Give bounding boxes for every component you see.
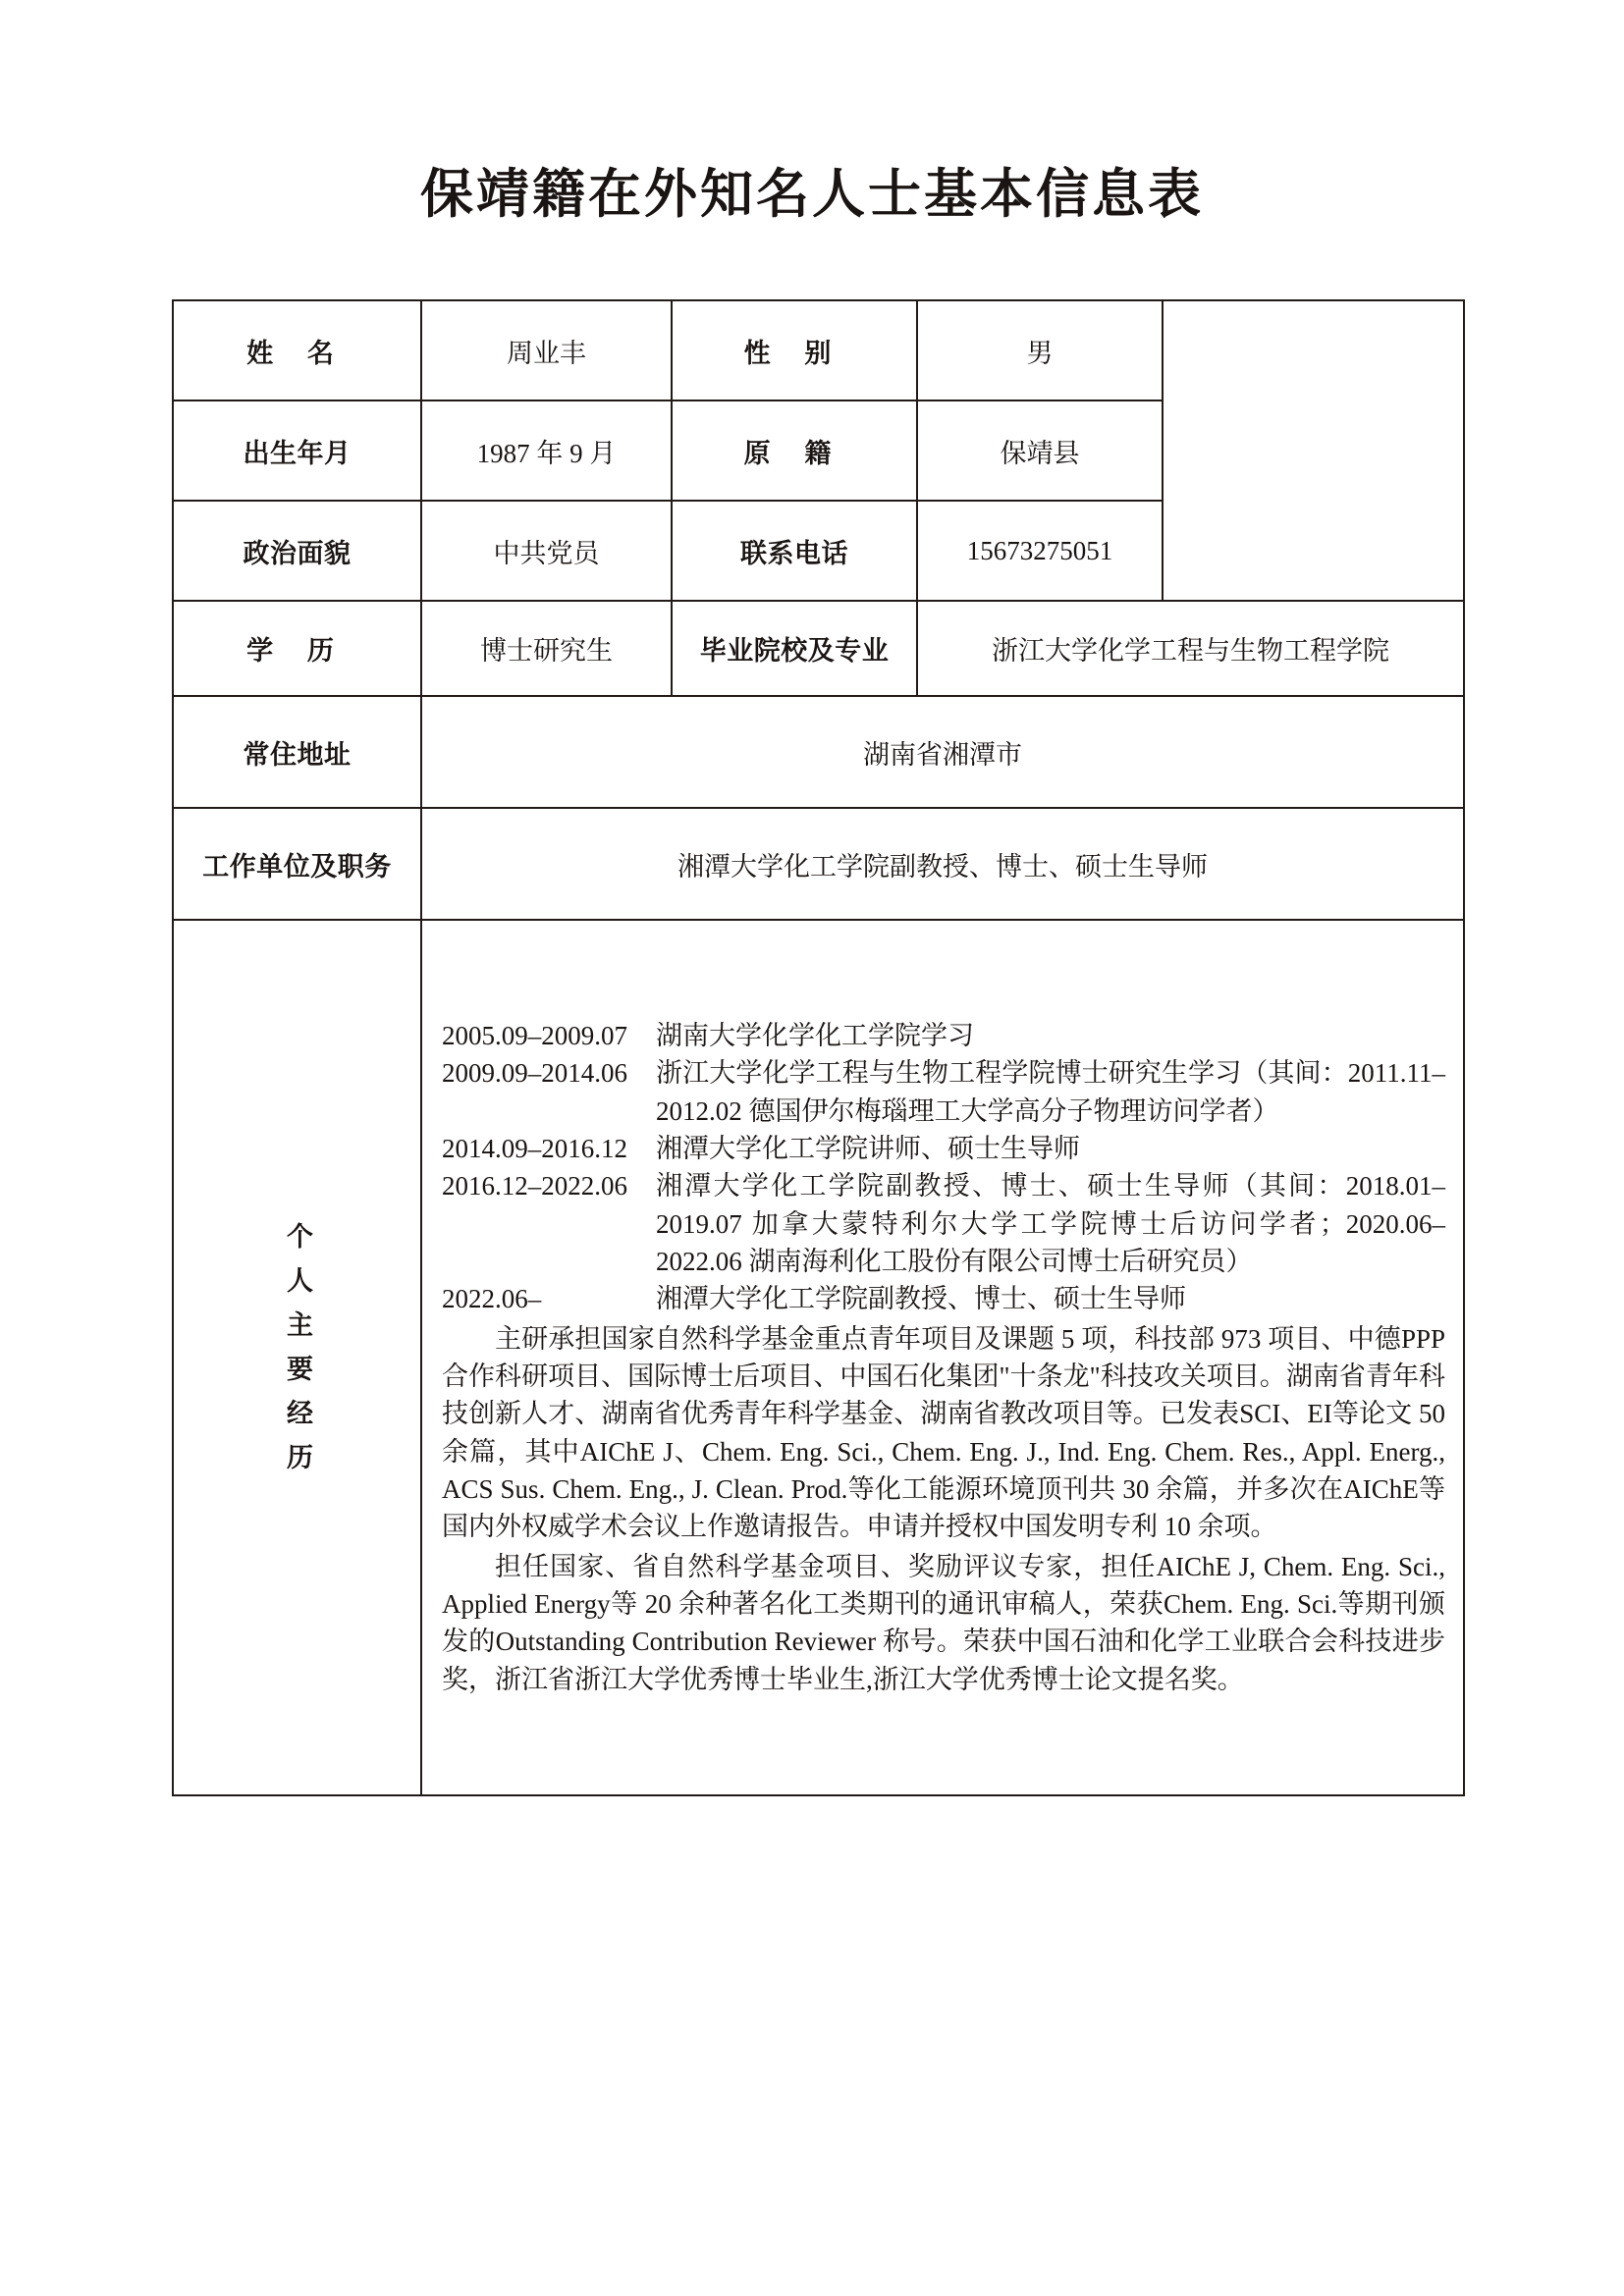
personal-info-table: [172, 299, 1465, 1796]
timeline-date: 2014.09–2016.12: [442, 1134, 627, 1164]
timeline-description: 湘潭大学化工学院副教授、博士、硕士生导师（其间：2018.01–2019.07 加拿大蒙特利尔大学工学院博士后访问学者；2020.06–2022.06 湖南海利化工股份有限公司博士后研究员）: [656, 1171, 1445, 1277]
timeline-item: [442, 1130, 1445, 1167]
political-label: 政治面貌: [173, 501, 421, 601]
experience-label: 个人主要经历: [283, 1221, 312, 1487]
timeline-item: [442, 1054, 1445, 1130]
timeline-item: [442, 1167, 1445, 1280]
timeline-description: 湘潭大学化工学院副教授、博士、硕士生导师: [656, 1284, 1186, 1314]
phone-label: 联系电话: [672, 501, 917, 601]
address-label: 常住地址: [173, 696, 421, 808]
school-label: 毕业院校及专业: [672, 601, 917, 696]
page-title: 保靖籍在外知名人士基本信息表: [420, 165, 1204, 224]
photo-frame: [1164, 445, 1463, 456]
name-label: 姓 名: [173, 300, 421, 400]
gender-value: 男: [917, 300, 1163, 400]
name-value: 周业丰: [421, 300, 672, 400]
timeline-item: [442, 1280, 1445, 1317]
experience-content-cell: [421, 920, 1464, 1795]
timeline-date: 2005.09–2009.07: [442, 1021, 627, 1051]
origin-value: 保靖县: [917, 400, 1163, 501]
birth-value: 1987 年 9 月: [421, 400, 672, 501]
experience-label-cell: [173, 920, 421, 1795]
address-value: 湖南省湘潭市: [421, 696, 1464, 808]
timeline-date: 2022.06–: [442, 1284, 542, 1314]
gender-label: 性 别: [672, 300, 917, 400]
political-value: 中共党员: [421, 501, 672, 601]
timeline-item: [442, 1017, 1445, 1054]
work-value: 湘潭大学化工学院副教授、博士、硕士生导师: [421, 808, 1464, 920]
table-row-work: [173, 808, 1464, 920]
birth-label: 出生年月: [173, 400, 421, 501]
education-label: 学 历: [173, 601, 421, 696]
timeline-description: 湖南大学化学化工学院学习: [656, 1021, 974, 1051]
experience-timeline: [442, 1017, 1445, 1318]
photo-cell: [1163, 300, 1464, 601]
timeline-date: 2016.12–2022.06: [442, 1171, 627, 1201]
education-value: 博士研究生: [421, 601, 672, 696]
school-value: 浙江大学化学工程与生物工程学院: [917, 601, 1464, 696]
experience-paragraph: 主研承担国家自然科学基金重点青年项目及课题 5 项，科技部 973 项目、中德PPP合作科研项目、国际博士后项目、中国石化集团"十条龙"科技攻关项目。湖南省青年科技创新人才、湖南省优秀青年科学基金、湖南省教改项目等。已发表SCI、EI等论文 50 余篇，其中AIChE J、Chem. Eng. Sci., Chem. Eng. J., Ind. Eng. Chem. Res., Appl. Energ., ACS Sus. Chem. Eng., J. Clean. Prod.等化工能源环境顶刊共 30 余篇，并多次在AIChE等国内外权威学术会议上作邀请报告。申请并授权中国发明专利 10 余项。: [442, 1323, 1446, 1542]
table-row-name: [173, 300, 1464, 400]
origin-label: 原 籍: [672, 400, 917, 501]
timeline-description: 浙江大学化学工程与生物工程学院博士研究生学习（其间：2011.11–2012.02 德国伊尔梅瑙理工大学高分子物理访问学者）: [656, 1058, 1445, 1126]
experience-paragraph: 担任国家、省自然科学基金项目、奖励评议专家，担任AIChE J, Chem. Eng. Sci., Applied Energy等 20 余种著名化工类期刊的通讯审稿人，荣获Chem. Eng. Sci.等期刊颁发的Outstanding Contribution Reviewer 称号。荣获中国石油和化学工业联合会科技进步奖，浙江省浙江大学优秀博士毕业生,浙江大学优秀博士论文提名奖。: [442, 1551, 1445, 1694]
table-row-address: [173, 696, 1464, 808]
timeline-description: 湘潭大学化工学院讲师、硕士生导师: [656, 1134, 1080, 1164]
table-row-education: [173, 601, 1464, 696]
work-label: 工作单位及职务: [173, 808, 421, 920]
phone-value: 15673275051: [917, 501, 1163, 601]
table-row-experience: [173, 920, 1464, 1795]
timeline-date: 2009.09–2014.06: [442, 1058, 627, 1089]
